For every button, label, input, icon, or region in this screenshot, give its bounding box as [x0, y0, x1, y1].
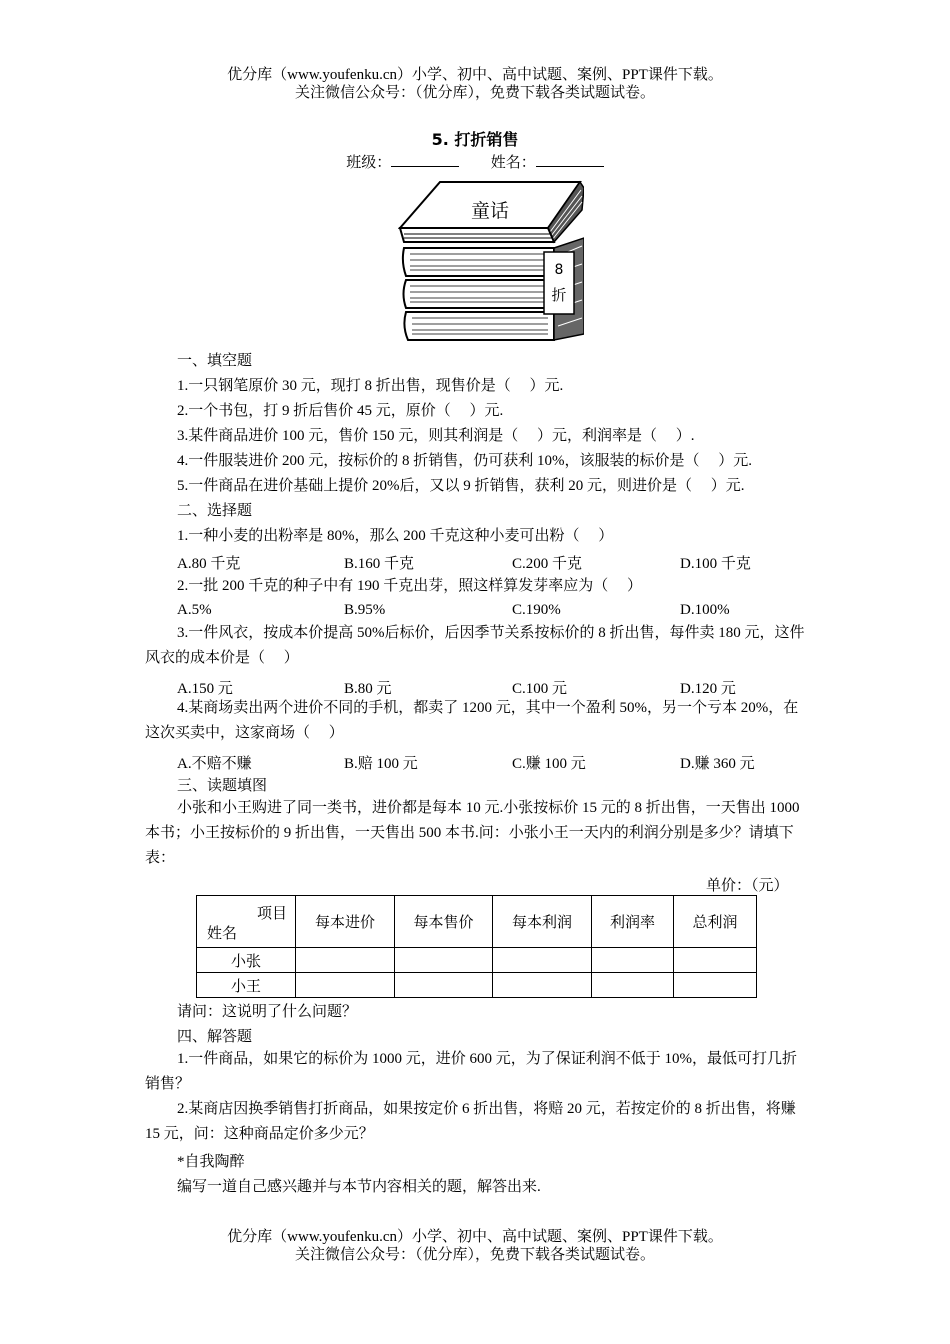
choice-q2-options — [177, 602, 817, 620]
fill-q3: 3.某件商品进价 100 元，售价 150 元，则其利润是（ ）元，利润率是（ ）. — [177, 428, 695, 444]
section3-text: 小张和小王购进了同一类书，进价都是每本 10 元.小张按标价 15 元的 8 折出售，一天售出 1000 本书；小王按标价的 9 折出售，一天售出 500 本书.问：小张小王一天内的利润分别是多少？请填下表： — [145, 800, 800, 866]
row-label: 小张 — [197, 948, 296, 973]
choice-q3-d: D.120 元 — [680, 681, 736, 697]
tag-number: 8 — [554, 262, 564, 278]
section1-heading: 一、填空题 — [177, 353, 253, 369]
choice-q2-c: C.190% — [512, 602, 561, 618]
corner-bottom-label: 姓名 — [207, 926, 238, 942]
name-bar — [0, 151, 950, 172]
table-cell[interactable] — [395, 948, 493, 973]
fill-q2: 2.一个书包，打 9 折后售价 45 元，原价（ ）元. — [177, 403, 504, 419]
header-line-2: 关注微信公众号：（优分库），免费下载各类试题试卷。 — [294, 85, 655, 101]
section2-heading: 二、选择题 — [177, 503, 253, 519]
footer-line-1: 优分库（www.youfenku.cn）小学、初中、高中试题、案例、PPT课件下载。 — [227, 1229, 723, 1245]
column-header: 总利润 — [674, 896, 757, 948]
choice-q4-d: D.赚 360 元 — [680, 756, 755, 772]
section3-question: 请问：这说明了什么问题？ — [177, 1004, 358, 1020]
table-cell[interactable] — [592, 948, 674, 973]
choice-q1-options — [177, 552, 817, 570]
book-title-text: 童话 — [470, 200, 510, 222]
class-blank — [391, 152, 459, 167]
row-label: 小王 — [197, 973, 296, 998]
choice-q3-options — [177, 677, 817, 695]
table-cell[interactable] — [395, 973, 493, 998]
answer-q1: 1.一件商品，如果它的标价为 1000 元，进价 600 元，为了保证利润不低于 10%，最低可打几折销售？ — [145, 1051, 797, 1092]
header-line-1: 优分库（www.youfenku.cn）小学、初中、高中试题、案例、PPT课件下载。 — [227, 67, 723, 83]
page-title: 5. 打折销售 — [431, 130, 519, 149]
class-label: 班级： — [346, 155, 392, 171]
column-header: 每本利润 — [493, 896, 592, 948]
profit-table — [196, 895, 757, 998]
choice-q3-stem: 3.一件风衣，按成本价提高 50%后标价，后因季节关系按标价的 8 折出售，每件卖 180 元，这件风衣的成本价是（ ） — [145, 625, 805, 666]
tag-char: 折 — [551, 286, 567, 304]
choice-q2-a: A.5% — [177, 602, 212, 618]
column-header: 利润率 — [592, 896, 674, 948]
name-label: 姓名： — [490, 155, 536, 171]
section4-heading: 四、解答题 — [177, 1029, 253, 1045]
table-row — [197, 948, 757, 973]
fill-q4: 4.一件服装进价 200 元，按标价的 8 折销售，仍可获利 10%，该服装的标价是（ ）元. — [177, 453, 752, 469]
table-cell[interactable] — [592, 973, 674, 998]
book-stack-illustration — [398, 180, 584, 342]
bonus-text: 编写一道自己感兴趣并与本节内容相关的题，解答出来. — [177, 1179, 541, 1195]
choice-q2-b: B.95% — [344, 602, 386, 618]
table-header-row — [197, 896, 757, 948]
corner-top-label: 项目 — [256, 906, 287, 922]
name-blank — [536, 152, 604, 167]
page-footer — [0, 1228, 950, 1264]
column-header: 每本售价 — [395, 896, 493, 948]
choice-q1-c: C.200 千克 — [512, 556, 583, 572]
bonus-heading: *自我陶醉 — [177, 1154, 245, 1170]
choice-q1-d: D.100 千克 — [680, 556, 751, 572]
section3-heading: 三、读题填图 — [177, 778, 268, 794]
table-cell[interactable] — [674, 973, 757, 998]
unit-label: 单价：（元） — [706, 878, 789, 894]
choice-q3-c: C.100 元 — [512, 681, 568, 697]
answer-q2: 2.某商店因换季销售打折商品，如果按定价 6 折出售，将赔 20 元，若按定价的 8 折出售，将赚 15 元，问：这种商品定价多少元？ — [145, 1101, 796, 1142]
choice-q4-c: C.赚 100 元 — [512, 756, 586, 772]
choice-q2-stem: 2.一批 200 千克的种子中有 190 千克出芽，照这样算发芽率应为（ ） — [177, 578, 643, 594]
choice-q4-options — [177, 752, 817, 770]
table-row — [197, 973, 757, 998]
choice-q4-stem: 4.某商场卖出两个进价不同的手机，都卖了 1200 元，其中一个盈利 50%，另一个亏本 20%，在这次买卖中，这家商场（ ） — [145, 700, 799, 741]
table-cell[interactable] — [296, 948, 395, 973]
choice-q1-b: B.160 千克 — [344, 556, 415, 572]
choice-q1-a: A.80 千克 — [177, 556, 241, 572]
choice-q1-stem: 1.一种小麦的出粉率是 80%，那么 200 千克这种小麦可出粉（ ） — [177, 528, 614, 544]
choice-q4-b: B.赔 100 元 — [344, 756, 418, 772]
choice-q3-b: B.80 元 — [344, 681, 392, 697]
page-header — [0, 66, 950, 102]
table-cell[interactable] — [493, 973, 592, 998]
table-cell[interactable] — [493, 948, 592, 973]
footer-line-2: 关注微信公众号：（优分库），免费下载各类试题试卷。 — [294, 1247, 655, 1263]
table-corner-cell — [197, 896, 296, 948]
table-cell[interactable] — [296, 973, 395, 998]
choice-q4-a: A.不赔不赚 — [177, 756, 252, 772]
fill-q5: 5.一件商品在进价基础上提价 20%后，又以 9 折销售，获利 20 元，则进价是（ ）元. — [177, 478, 745, 494]
choice-q2-d: D.100% — [680, 602, 730, 618]
choice-q3-a: A.150 元 — [177, 681, 233, 697]
column-header: 每本进价 — [296, 896, 395, 948]
fill-q1: 1.一只钢笔原价 30 元，现打 8 折出售，现售价是（ ）元. — [177, 378, 564, 394]
table-cell[interactable] — [674, 948, 757, 973]
